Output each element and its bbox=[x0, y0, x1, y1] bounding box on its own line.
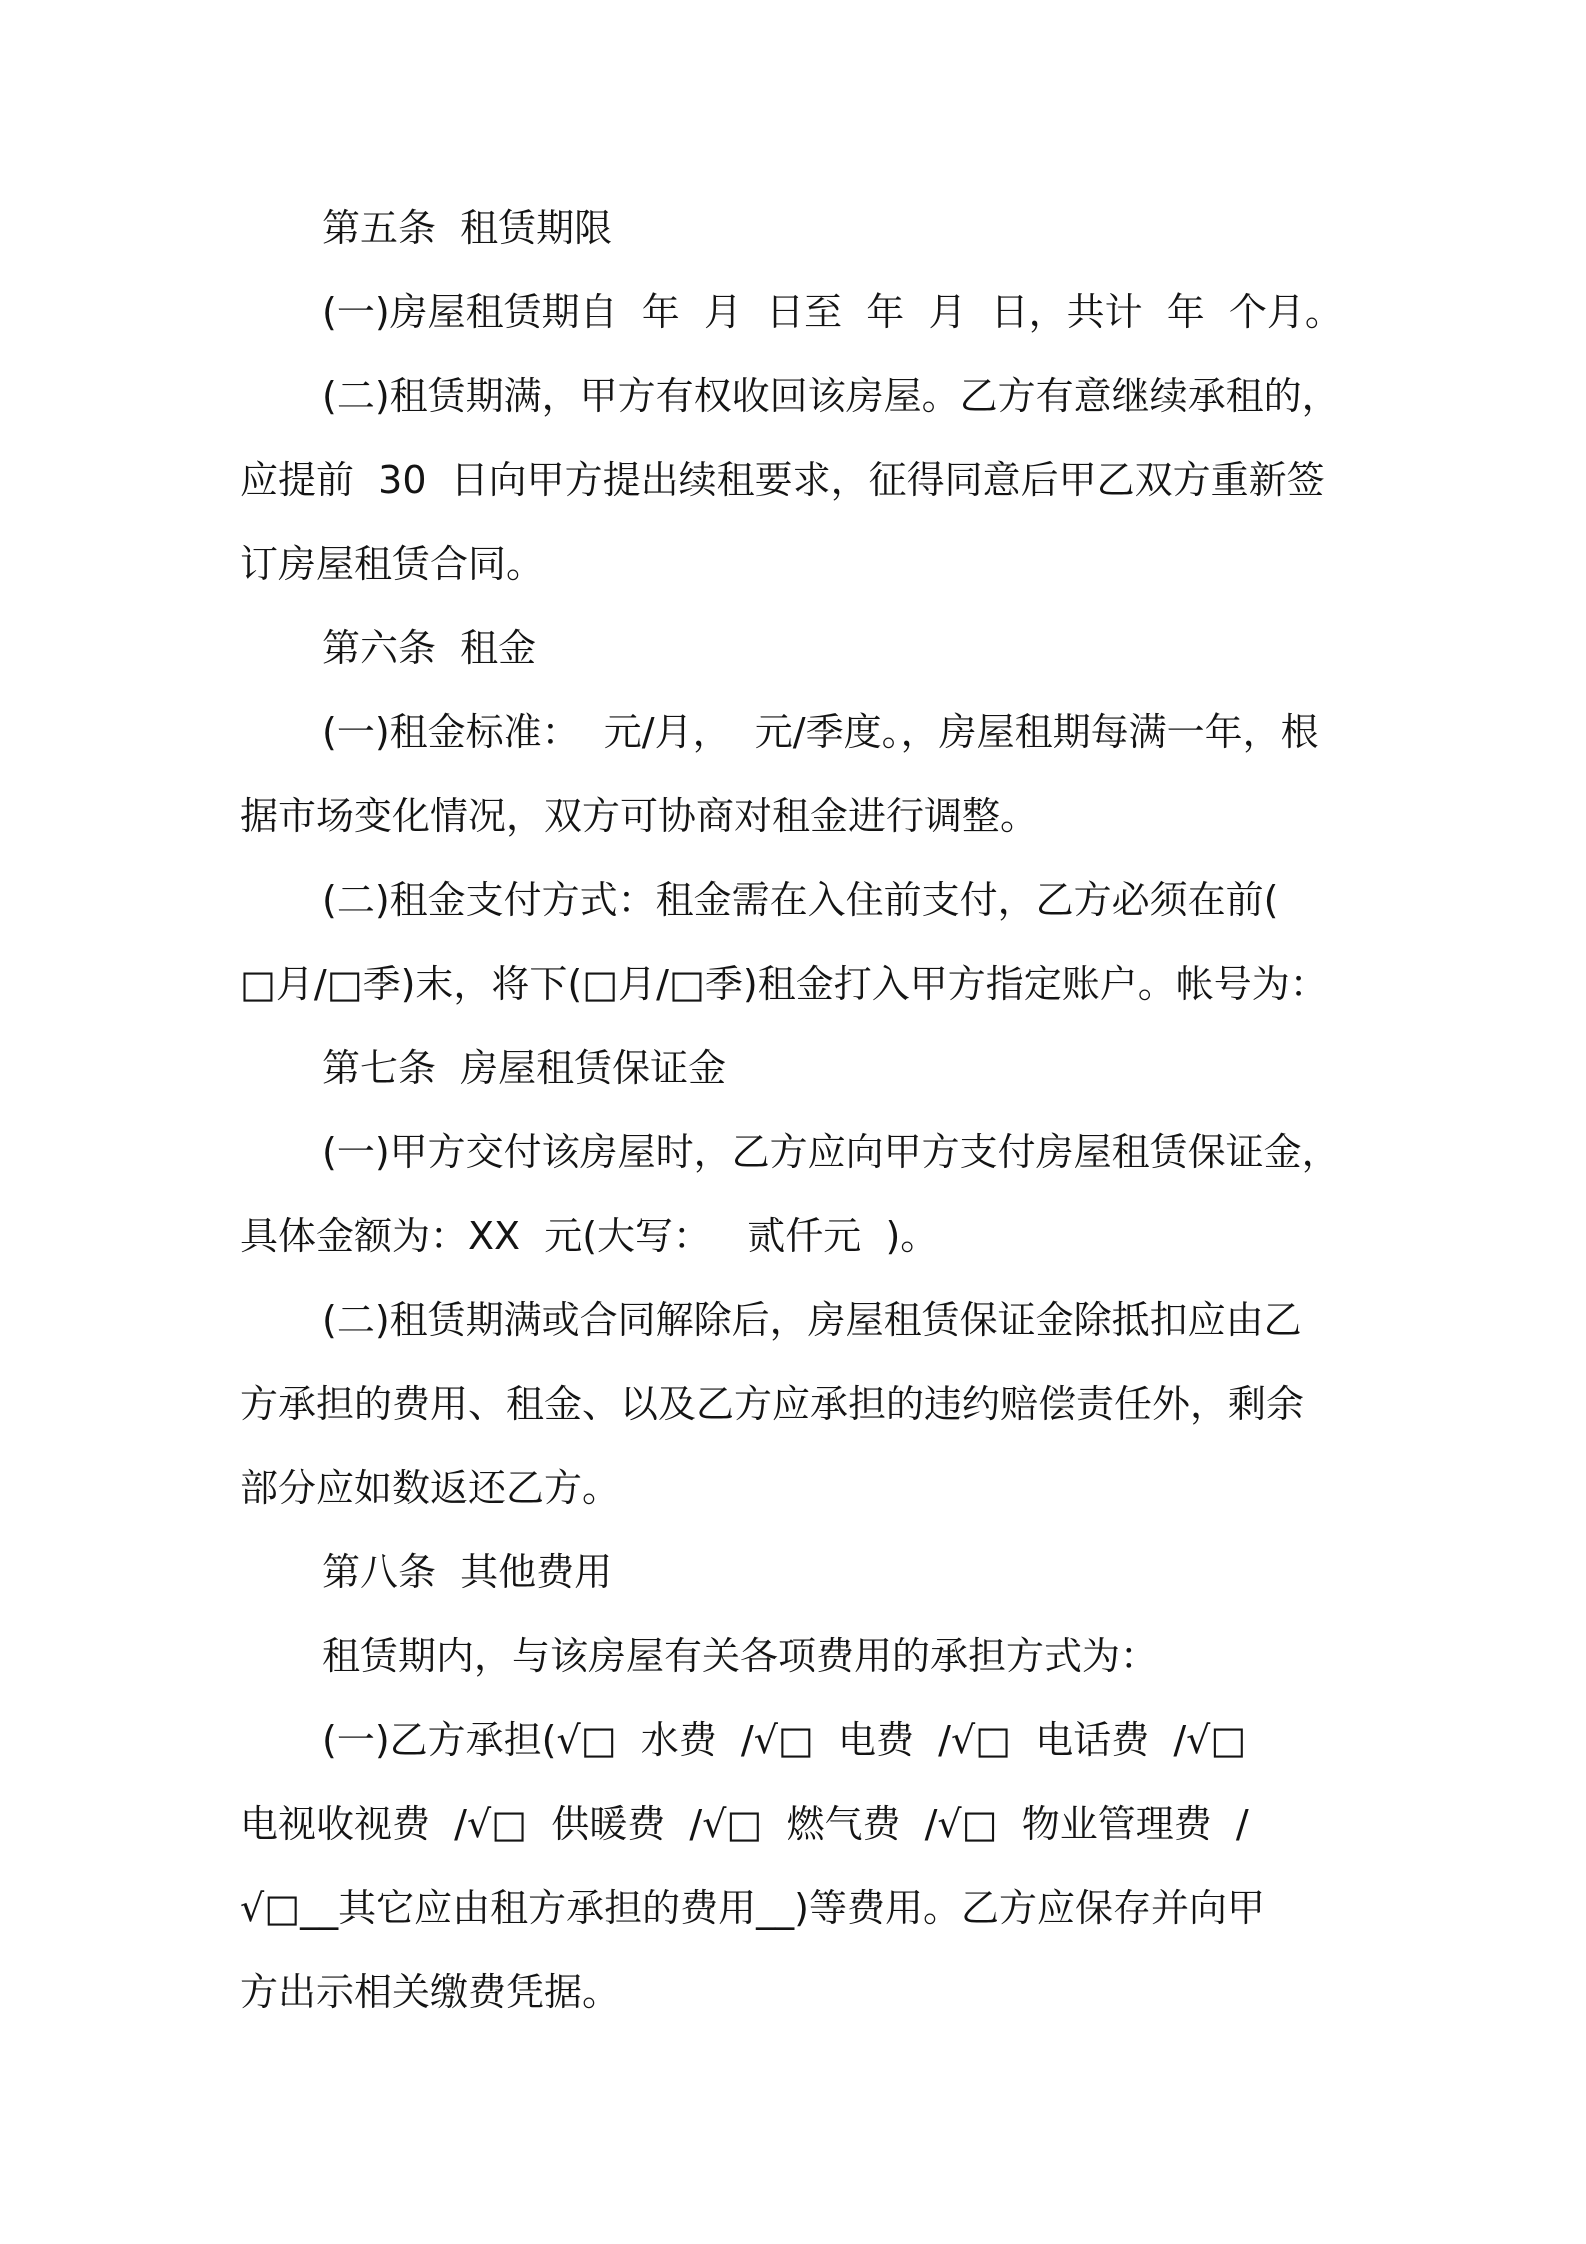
article-8-clause-1-line-3: √□__其它应由租方承担的费用__)等费用。乙方应保存并向甲 bbox=[240, 1886, 1265, 1930]
article-8-clause-1-line-4: 方出示相关缴费凭据。 bbox=[240, 1970, 621, 2014]
article-7-heading: 第七条 房屋租赁保证金 bbox=[322, 1046, 727, 1090]
article-7-clause-2-line-2: 方承担的费用、租金、以及乙方应承担的违约赔偿责任外，剩余 bbox=[240, 1382, 1305, 1426]
article-5-clause-2-line-1: (二)租赁期满，甲方有权收回该房屋。乙方有意继续承租的， bbox=[322, 374, 1340, 418]
article-6-clause-1-line-1: (一)租金标准： 元/月， 元/季度。，房屋租期每满一年，根 bbox=[322, 710, 1319, 754]
article-5-clause-2-line-3: 订房屋租赁合同。 bbox=[240, 542, 545, 586]
article-6-clause-2-line-2: □月/□季)末，将下(□月/□季)租金打入甲方指定账户。帐号为： bbox=[240, 962, 1328, 1006]
article-5-heading: 第五条 租赁期限 bbox=[322, 206, 613, 250]
article-7-clause-1-line-2: 具体金额为：XX 元(大写： 贰仟元 )。 bbox=[240, 1214, 939, 1258]
article-8-heading: 第八条 其他费用 bbox=[322, 1550, 613, 1594]
article-6-clause-1-line-2: 据市场变化情况，双方可协商对租金进行调整。 bbox=[240, 794, 1039, 838]
article-6-heading: 第六条 租金 bbox=[322, 626, 537, 670]
article-8-clause-1-line-1: (一)乙方承担(√□ 水费 /√□ 电费 /√□ 电话费 /√□ bbox=[322, 1718, 1247, 1762]
article-5-clause-2-line-2: 应提前 30 日向甲方提出续租要求，征得同意后甲乙双方重新签 bbox=[240, 458, 1325, 502]
article-5-clause-1: (一)房屋租赁期自 年 月 日至 年 月 日，共计 年 个月。 bbox=[322, 290, 1343, 334]
article-8-intro: 租赁期内，与该房屋有关各项费用的承担方式为： bbox=[322, 1634, 1159, 1678]
article-7-clause-2-line-3: 部分应如数返还乙方。 bbox=[240, 1466, 621, 1510]
article-6-clause-2-line-1: (二)租金支付方式：租金需在入住前支付，乙方必须在前( bbox=[322, 878, 1279, 922]
article-7-clause-1-line-1: (一)甲方交付该房屋时，乙方应向甲方支付房屋租赁保证金， bbox=[322, 1130, 1340, 1174]
article-8-clause-1-line-2: 电视收视费 /√□ 供暖费 /√□ 燃气费 /√□ 物业管理费 / bbox=[240, 1802, 1249, 1846]
article-7-clause-2-line-1: (二)租赁期满或合同解除后，房屋租赁保证金除抵扣应由乙 bbox=[322, 1298, 1302, 1342]
